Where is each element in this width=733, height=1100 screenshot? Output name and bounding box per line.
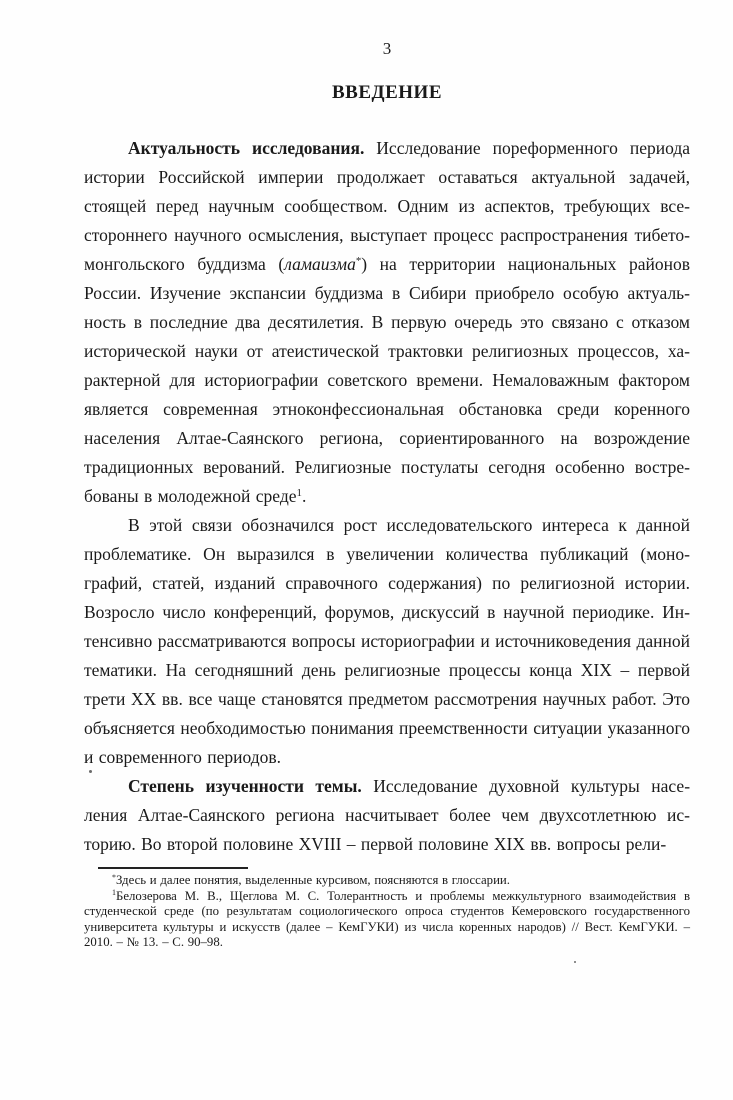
- paragraph-text: ) на территории национальных районов России. Изучение экспансии буддизма в Сибири приобрело особую актуальность в последние два десятилетия. В первую очередь это связано с отказом исторической науки от атеистической трактовки религиозных процессов, характерной для историографии советского времени. Немаловажным фактором является современная этноконфессиональная обстановка среди коренного населения Алтае-Саянского региона, сориентированного на возрождение традиционных верований. Религиозные постулаты сегодня особенно востребованы в молодежной среде: [84, 254, 690, 506]
- glossary-term-italic: ламаизма: [284, 254, 356, 274]
- footnote-text: Белозерова М. В., Щеглова М. С. Толерантность и проблемы межкультурного взаимодействия в студенческой среде (по результатам социологического опроса студентов Кемеровского государственного университета культуры и искусств (далее – КемГУКИ) из числа коренных народов) // Вест. КемГУКИ. – 2010. – № 13. – С. 90–98.: [84, 888, 690, 949]
- footnotes: [84, 873, 690, 951]
- footnote-marker-1: 1: [112, 888, 116, 898]
- paragraph-text: Исследование пореформенного периода истории Российской империи продолжает оставаться актуальной задачей, стоящей перед научным сообществом. Одним из аспектов, требующих всестороннего научного осмысления, выступает процесс распространения тибето-монгольского буддизма (: [84, 138, 690, 274]
- body-text: [84, 134, 690, 859]
- scan-speck: [89, 770, 92, 773]
- text-block: [84, 38, 690, 951]
- paragraph-text: Исследование духовной культуры населения Алтае-Саянского региона насчитывает более чем двухсотлетнюю историю. Во второй половине XVIII – первой половине XIX вв. вопросы рели-: [84, 776, 691, 854]
- paragraph-text: В этой связи обозначился рост исследовательского интереса к данной проблематике. Он выразился в увеличении количества публикаций (монографий, статей, изданий справочного содержания) по религиозной истории. Возросло число конференций, форумов, дискуссий в научной периодике. Интенсивно рассматриваются вопросы историографии и источниковедения данной тематики. На сегодняшний день религиозные процессы конца XIX – первой трети XX вв. все чаще становятся предметом рассмотрения научных работ. Это объясняется необходимостью понимания преемственности ситуации указанного и современного периодов.: [84, 515, 690, 767]
- page-number: 3: [382, 39, 392, 58]
- footnote-text: Здесь и далее понятия, выделенные курсивом, поясняются в глоссарии.: [115, 873, 510, 887]
- paragraph-text: .: [301, 486, 307, 506]
- footnote-marker-asterisk: *: [112, 872, 116, 882]
- paragraph-lead-bold: Степень изученности темы.: [128, 776, 362, 796]
- paragraph-degree-of-study: [84, 772, 690, 859]
- paragraph-lead-bold: Актуальность исследования.: [128, 138, 365, 158]
- paragraph-relevance: [84, 134, 690, 511]
- footnote-ref-asterisk: *: [355, 255, 362, 268]
- footnote-separator-rule: [98, 867, 248, 869]
- footnote-asterisk: [84, 873, 690, 889]
- footnote-1: [84, 889, 690, 951]
- footnote-ref-1: 1: [296, 487, 302, 500]
- page-title: ВВЕДЕНИЕ: [332, 82, 442, 103]
- scan-speck: [574, 961, 576, 963]
- paragraph-research-interest: [84, 511, 690, 772]
